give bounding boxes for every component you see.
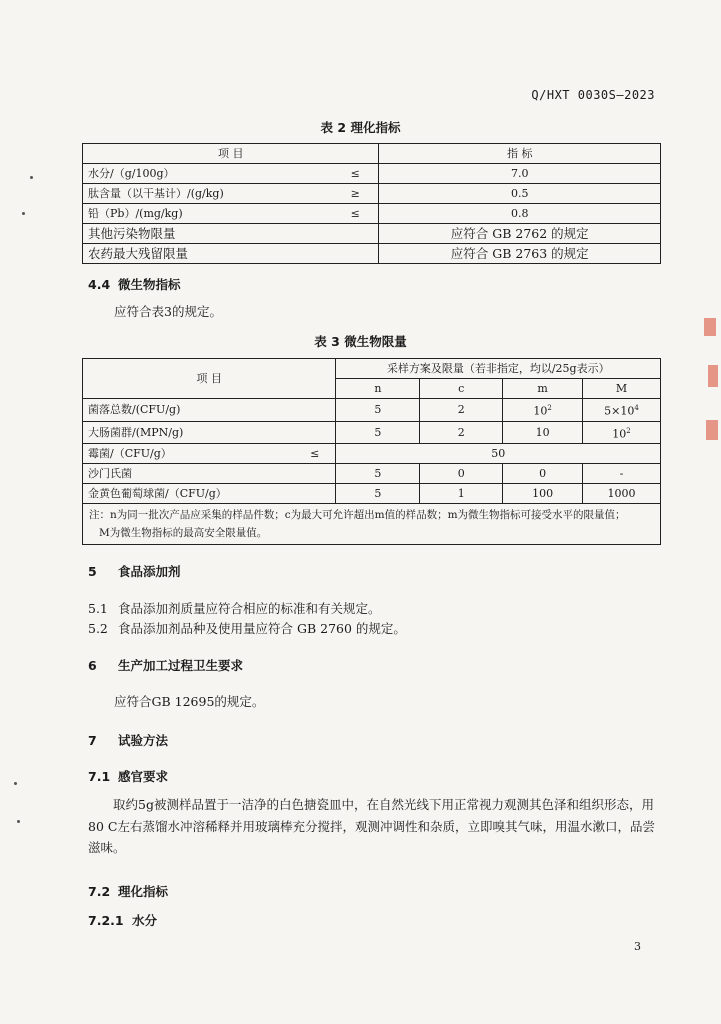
table-row <box>83 184 661 204</box>
table2-value: 应符合 GB 2762 的规定 <box>379 224 661 244</box>
red-stamp-fragment <box>706 420 718 440</box>
table3-item: 菌落总数/(CFU/g) <box>83 399 336 422</box>
table3-M <box>583 399 661 422</box>
section-5-heading <box>88 562 181 580</box>
table2-col-index: 指 标 <box>379 144 661 164</box>
section-7-2-1-heading <box>88 911 157 929</box>
table-row <box>83 464 661 484</box>
value-exponent: 4 <box>634 404 639 412</box>
table3 <box>82 358 661 545</box>
table3-col-n: n <box>336 379 420 399</box>
table3-header-row <box>83 359 661 379</box>
table3-c: 2 <box>420 421 503 444</box>
table2-col-item: 项 目 <box>83 144 379 164</box>
table3-col-plan: 采样方案及限量（若非指定，均以/25g表示） <box>336 359 661 379</box>
page-number: 3 <box>634 940 641 953</box>
section-title: 试验方法 <box>118 733 169 748</box>
section-5-2 <box>88 619 406 637</box>
section-number: 5 <box>88 564 97 579</box>
table3-op: ≤ <box>294 444 336 464</box>
table2-item: 铅（Pb）/(mg/kg) <box>83 204 333 224</box>
table2-op: ≤ <box>332 164 379 184</box>
section-number: 7.2.1 <box>88 913 124 928</box>
table3-M: - <box>583 464 661 484</box>
table2-value: 应符合 GB 2763 的规定 <box>379 244 661 264</box>
red-stamp-fragment <box>704 318 716 336</box>
table3-item: 金黄色葡萄球菌/（CFU/g） <box>83 484 336 504</box>
table-row <box>83 244 661 264</box>
table2 <box>82 143 661 264</box>
table3-item: 霉菌/（CFU/g） <box>83 444 295 464</box>
section-4-4-heading <box>88 275 181 293</box>
table2-header-row <box>83 144 661 164</box>
table2-item: 农药最大残留限量 <box>83 244 379 264</box>
table2-op: ≥ <box>332 184 379 204</box>
table3-m: 10 <box>503 421 583 444</box>
section-text: 食品添加剂质量应符合相应的标准和有关规定。 <box>118 601 381 616</box>
section-number: 5.2 <box>88 621 108 636</box>
value-base: 10 <box>612 427 627 441</box>
section-7-heading <box>88 731 168 749</box>
table2-op: ≤ <box>332 204 379 224</box>
table3-M: 1000 <box>583 484 661 504</box>
note-line-2: M为微生物指标的最高安全限量值。 <box>99 527 268 540</box>
table3-col-item: 项 目 <box>83 359 336 399</box>
scan-speck <box>14 782 17 785</box>
table-row <box>83 164 661 184</box>
scan-speck <box>17 820 20 823</box>
table3-m: 0 <box>503 464 583 484</box>
note-line-1: 注：n为同一批次产品应采集的样品件数；c为最大可允许超出m值的样品数；m为微生物指标可接受水平的限量值； <box>89 509 626 522</box>
table2-value: 0.8 <box>379 204 661 224</box>
table3-col-M: M <box>583 379 661 399</box>
table-row <box>83 204 661 224</box>
section-7-1-text: 取约5g被测样品置于一洁净的白色搪瓷皿中，在自然光线下用正常视力观测其色泽和组织形态，用80 C左右蒸馏水冲溶稀释并用玻璃棒充分搅拌，观测冲调性和杂质，立即嗅其气味，用温水漱口，品尝滋味。 <box>88 797 655 855</box>
table3-n: 5 <box>336 484 420 504</box>
section-title: 感官要求 <box>118 769 169 784</box>
table3-m: 100 <box>503 484 583 504</box>
table3-value: 50 <box>336 444 661 464</box>
section-number: 6 <box>88 658 97 673</box>
table3-note <box>83 504 661 545</box>
table3-col-c: c <box>420 379 503 399</box>
scan-speck <box>22 212 25 215</box>
section-number: 5.1 <box>88 601 108 616</box>
section-number: 7 <box>88 733 97 748</box>
section-text: 食品添加剂品种及使用量应符合 GB 2760 的规定。 <box>118 621 406 636</box>
table3-c: 0 <box>420 464 503 484</box>
red-stamp-fragment <box>708 365 718 387</box>
section-number: 7.1 <box>88 769 111 784</box>
table3-caption: 表 3 微生物限量 <box>314 334 407 349</box>
table-row <box>83 399 661 422</box>
table2-value: 7.0 <box>379 164 661 184</box>
table2-caption: 表 2 理化指标 <box>320 120 401 135</box>
section-number: 4.4 <box>88 277 111 292</box>
table3-c: 1 <box>420 484 503 504</box>
document-code: Q/HXT 0030S—2023 <box>531 88 655 102</box>
section-title: 理化指标 <box>118 884 169 899</box>
table3-item: 大肠菌群/(MPN/g) <box>83 421 336 444</box>
section-title: 水分 <box>132 913 158 928</box>
table2-item: 其他污染物限量 <box>83 224 379 244</box>
section-number: 7.2 <box>88 884 111 899</box>
table3-col-m: m <box>503 379 583 399</box>
table3-item: 沙门氏菌 <box>83 464 336 484</box>
section-7-2-heading <box>88 882 168 900</box>
section-title: 微生物指标 <box>118 277 181 292</box>
table3-m <box>503 399 583 422</box>
table-row <box>83 484 661 504</box>
table3-n: 5 <box>336 464 420 484</box>
value-base: 10 <box>533 404 548 418</box>
section-6-text: 应符合GB 12695的规定。 <box>114 694 265 709</box>
table3-n: 5 <box>336 399 420 422</box>
value-base: 5×10 <box>604 404 635 418</box>
section-6-heading <box>88 656 243 674</box>
table3-note-row <box>83 504 661 545</box>
table3-M <box>583 421 661 444</box>
table2-value: 0.5 <box>379 184 661 204</box>
table3-c: 2 <box>420 399 503 422</box>
table-row <box>83 224 661 244</box>
table3-n: 5 <box>336 421 420 444</box>
value-exponent: 2 <box>547 404 552 412</box>
section-title: 食品添加剂 <box>118 564 181 579</box>
section-4-4-text: 应符合表3的规定。 <box>114 304 222 319</box>
section-title: 生产加工过程卫生要求 <box>118 658 244 673</box>
table2-item: 水分/（g/100g） <box>83 164 333 184</box>
scan-speck <box>30 176 33 179</box>
section-7-1-heading <box>88 767 168 785</box>
table-row <box>83 444 661 464</box>
table2-item: 肽含量（以干基计）/(g/kg) <box>83 184 333 204</box>
value-exponent: 2 <box>626 426 631 435</box>
section-5-1 <box>88 599 381 617</box>
table-row <box>83 421 661 444</box>
